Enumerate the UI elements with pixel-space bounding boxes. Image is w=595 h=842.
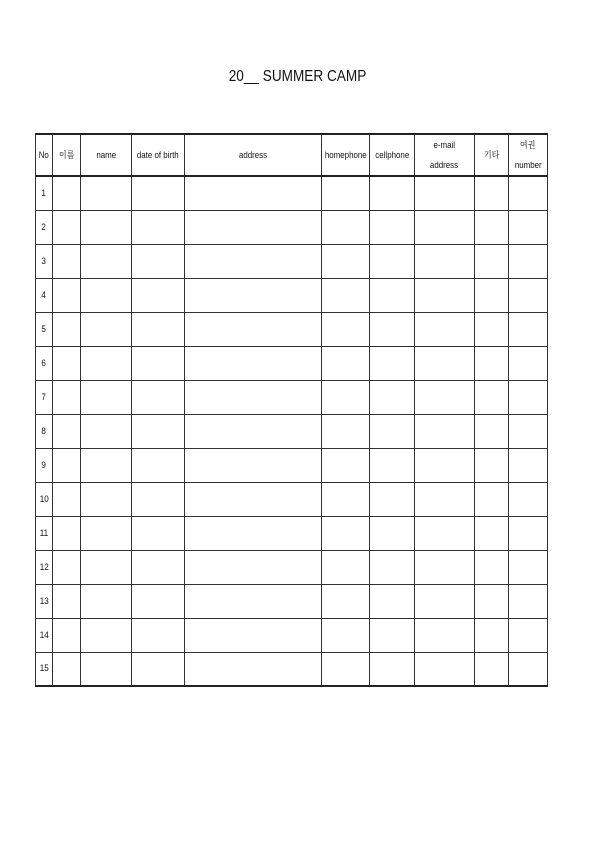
row-number-cell	[36, 584, 53, 618]
cell-korean-name[interactable]	[53, 244, 81, 278]
cell-email-address[interactable]	[415, 584, 475, 618]
cell-korean-name[interactable]	[53, 516, 81, 550]
cell-address[interactable]	[185, 244, 322, 278]
column-header-label: address	[430, 160, 459, 170]
cell-cellphone[interactable]	[370, 210, 415, 244]
row-number-cell	[36, 482, 53, 516]
cell-address[interactable]	[185, 210, 322, 244]
cell-email-address[interactable]	[415, 448, 475, 482]
cell-name[interactable]	[81, 210, 132, 244]
column-header-cellphone	[370, 134, 415, 176]
cell-address[interactable]	[185, 482, 322, 516]
column-header-passport-number	[509, 134, 548, 176]
cell-name[interactable]	[81, 312, 132, 346]
row-number: 9	[41, 459, 47, 471]
cell-cellphone[interactable]	[370, 448, 415, 482]
cell-passport-number[interactable]	[509, 448, 548, 482]
cell-korean-name[interactable]	[53, 380, 81, 414]
cell-homephone[interactable]	[322, 482, 370, 516]
row-number: 8	[41, 425, 47, 437]
cell-name[interactable]	[81, 448, 132, 482]
cell-etc[interactable]	[475, 652, 509, 686]
table-row	[36, 550, 548, 584]
cell-cellphone[interactable]	[370, 482, 415, 516]
column-header-homephone	[322, 134, 370, 176]
cell-korean-name[interactable]	[53, 652, 81, 686]
column-header-date-of-birth	[132, 134, 185, 176]
cell-email-address[interactable]	[415, 346, 475, 380]
cell-name[interactable]	[81, 346, 132, 380]
cell-homephone[interactable]	[322, 312, 370, 346]
cell-cellphone[interactable]	[370, 550, 415, 584]
column-header-address	[185, 134, 322, 176]
cell-address[interactable]	[185, 516, 322, 550]
column-header-label: homephone	[324, 150, 367, 160]
row-number-cell	[36, 210, 53, 244]
cell-cellphone[interactable]	[370, 516, 415, 550]
cell-etc[interactable]	[475, 346, 509, 380]
table-row	[36, 244, 548, 278]
cell-korean-name[interactable]	[53, 448, 81, 482]
cell-korean-name[interactable]	[53, 414, 81, 448]
cell-etc[interactable]	[475, 210, 509, 244]
cell-passport-number[interactable]	[509, 346, 548, 380]
table-row	[36, 414, 548, 448]
table-row	[36, 210, 548, 244]
row-number: 3	[41, 255, 47, 267]
row-number-cell	[36, 414, 53, 448]
cell-etc[interactable]	[475, 550, 509, 584]
table-row	[36, 278, 548, 312]
table-row	[36, 380, 548, 414]
row-number: 11	[39, 527, 49, 539]
header-row	[36, 134, 548, 176]
cell-address[interactable]	[185, 278, 322, 312]
cell-name[interactable]	[81, 278, 132, 312]
cell-address[interactable]	[185, 312, 322, 346]
cell-cellphone[interactable]	[370, 584, 415, 618]
cell-date-of-birth[interactable]	[132, 176, 185, 210]
row-number-cell	[36, 244, 53, 278]
table-body	[36, 176, 548, 686]
cell-etc[interactable]	[475, 482, 509, 516]
cell-korean-name[interactable]	[53, 312, 81, 346]
cell-date-of-birth[interactable]	[132, 584, 185, 618]
cell-email-address[interactable]	[415, 482, 475, 516]
table-row	[36, 516, 548, 550]
cell-korean-name[interactable]	[53, 584, 81, 618]
cell-email-address[interactable]	[415, 176, 475, 210]
cell-cellphone[interactable]	[370, 380, 415, 414]
column-header-label: date of birth	[137, 150, 179, 160]
row-number-cell	[36, 176, 53, 210]
cell-korean-name[interactable]	[53, 618, 81, 652]
cell-homephone[interactable]	[322, 278, 370, 312]
cell-homephone[interactable]	[322, 550, 370, 584]
cell-passport-number[interactable]	[509, 244, 548, 278]
cell-date-of-birth[interactable]	[132, 516, 185, 550]
cell-email-address[interactable]	[415, 380, 475, 414]
cell-passport-number[interactable]	[509, 482, 548, 516]
cell-cellphone[interactable]	[370, 618, 415, 652]
cell-cellphone[interactable]	[370, 346, 415, 380]
cell-etc[interactable]	[475, 414, 509, 448]
cell-etc[interactable]	[475, 380, 509, 414]
cell-address[interactable]	[185, 448, 322, 482]
row-number: 5	[41, 323, 47, 335]
cell-address[interactable]	[185, 584, 322, 618]
cell-etc[interactable]	[475, 312, 509, 346]
cell-address[interactable]	[185, 346, 322, 380]
row-number-cell	[36, 312, 53, 346]
cell-etc[interactable]	[475, 176, 509, 210]
cell-homephone[interactable]	[322, 176, 370, 210]
cell-homephone[interactable]	[322, 618, 370, 652]
cell-korean-name[interactable]	[53, 278, 81, 312]
cell-name[interactable]	[81, 414, 132, 448]
cell-etc[interactable]	[475, 448, 509, 482]
cell-name[interactable]	[81, 550, 132, 584]
column-header-name	[81, 134, 132, 176]
column-header-label: address	[238, 150, 268, 160]
cell-passport-number[interactable]	[509, 210, 548, 244]
cell-name[interactable]	[81, 516, 132, 550]
cell-passport-number[interactable]	[509, 278, 548, 312]
cell-name[interactable]	[81, 584, 132, 618]
row-number-cell	[36, 278, 53, 312]
cell-name[interactable]	[81, 244, 132, 278]
cell-email-address[interactable]	[415, 312, 475, 346]
row-number: 14	[39, 629, 49, 641]
table-row	[36, 482, 548, 516]
cell-cellphone[interactable]	[370, 652, 415, 686]
row-number: 10	[39, 493, 49, 505]
cell-date-of-birth[interactable]	[132, 618, 185, 652]
cell-homephone[interactable]	[322, 584, 370, 618]
table-row	[36, 448, 548, 482]
table-row	[36, 584, 548, 618]
row-number-cell	[36, 618, 53, 652]
column-header-label: No	[38, 150, 50, 160]
cell-korean-name[interactable]	[53, 550, 81, 584]
cell-homephone[interactable]	[322, 244, 370, 278]
column-header-label: number	[514, 160, 542, 170]
cell-korean-name[interactable]	[53, 482, 81, 516]
cell-passport-number[interactable]	[509, 176, 548, 210]
cell-passport-number[interactable]	[509, 414, 548, 448]
cell-address[interactable]	[185, 550, 322, 584]
cell-name[interactable]	[81, 482, 132, 516]
table-row	[36, 346, 548, 380]
cell-cellphone[interactable]	[370, 312, 415, 346]
column-header-label: name	[96, 150, 116, 160]
table-row	[36, 618, 548, 652]
row-number: 15	[39, 663, 49, 675]
cell-name[interactable]	[81, 380, 132, 414]
cell-homephone[interactable]	[322, 210, 370, 244]
column-header-no	[36, 134, 53, 176]
cell-etc[interactable]	[475, 244, 509, 278]
cell-date-of-birth[interactable]	[132, 652, 185, 686]
cell-passport-number[interactable]	[509, 550, 548, 584]
column-header-label: 여권	[520, 140, 536, 150]
cell-email-address[interactable]	[415, 618, 475, 652]
cell-email-address[interactable]	[415, 278, 475, 312]
cell-email-address[interactable]	[415, 652, 475, 686]
cell-email-address[interactable]	[415, 550, 475, 584]
cell-name[interactable]	[81, 618, 132, 652]
cell-passport-number[interactable]	[509, 652, 548, 686]
camp-roster-table	[35, 133, 548, 687]
cell-date-of-birth[interactable]	[132, 414, 185, 448]
cell-korean-name[interactable]	[53, 346, 81, 380]
cell-cellphone[interactable]	[370, 176, 415, 210]
row-number: 4	[41, 289, 47, 301]
row-number: 13	[39, 595, 49, 607]
cell-cellphone[interactable]	[370, 278, 415, 312]
cell-homephone[interactable]	[322, 516, 370, 550]
cell-address[interactable]	[185, 380, 322, 414]
cell-homephone[interactable]	[322, 448, 370, 482]
cell-date-of-birth[interactable]	[132, 482, 185, 516]
row-number-cell	[36, 448, 53, 482]
column-header-etc	[475, 134, 509, 176]
cell-email-address[interactable]	[415, 244, 475, 278]
column-header-label: 기타	[483, 150, 500, 160]
cell-email-address[interactable]	[415, 516, 475, 550]
row-number: 12	[39, 561, 49, 573]
cell-etc[interactable]	[475, 278, 509, 312]
cell-address[interactable]	[185, 652, 322, 686]
cell-date-of-birth[interactable]	[132, 210, 185, 244]
cell-date-of-birth[interactable]	[132, 380, 185, 414]
cell-date-of-birth[interactable]	[132, 244, 185, 278]
row-number-cell	[36, 346, 53, 380]
cell-address[interactable]	[185, 414, 322, 448]
cell-name[interactable]	[81, 652, 132, 686]
cell-etc[interactable]	[475, 516, 509, 550]
cell-etc[interactable]	[475, 618, 509, 652]
column-header-label: cellphone	[375, 150, 409, 160]
cell-passport-number[interactable]	[509, 516, 548, 550]
cell-date-of-birth[interactable]	[132, 448, 185, 482]
cell-address[interactable]	[185, 176, 322, 210]
table-row	[36, 312, 548, 346]
cell-email-address[interactable]	[415, 210, 475, 244]
cell-homephone[interactable]	[322, 346, 370, 380]
cell-date-of-birth[interactable]	[132, 550, 185, 584]
cell-homephone[interactable]	[322, 380, 370, 414]
row-number: 6	[41, 357, 47, 369]
cell-homephone[interactable]	[322, 414, 370, 448]
column-header-label: 이름	[58, 150, 75, 160]
row-number-cell	[36, 516, 53, 550]
cell-korean-name[interactable]	[53, 176, 81, 210]
table-row	[36, 652, 548, 686]
row-number-cell	[36, 380, 53, 414]
cell-korean-name[interactable]	[53, 210, 81, 244]
cell-cellphone[interactable]	[370, 414, 415, 448]
cell-name[interactable]	[81, 176, 132, 210]
column-header-email-address	[415, 134, 475, 176]
row-number: 7	[41, 391, 47, 403]
column-header-korean-name	[53, 134, 81, 176]
cell-etc[interactable]	[475, 584, 509, 618]
cell-cellphone[interactable]	[370, 244, 415, 278]
row-number: 1	[41, 187, 47, 199]
cell-homephone[interactable]	[322, 652, 370, 686]
cell-passport-number[interactable]	[509, 584, 548, 618]
cell-passport-number[interactable]	[509, 380, 548, 414]
cell-email-address[interactable]	[415, 414, 475, 448]
cell-passport-number[interactable]	[509, 312, 548, 346]
cell-date-of-birth[interactable]	[132, 278, 185, 312]
row-number: 2	[41, 221, 47, 233]
page-title: 20__ SUMMER CAMP	[228, 68, 367, 85]
table-row	[36, 176, 548, 210]
column-header-label: e-mail	[433, 140, 456, 150]
cell-address[interactable]	[185, 618, 322, 652]
cell-date-of-birth[interactable]	[132, 312, 185, 346]
row-number-cell	[36, 652, 53, 686]
row-number-cell	[36, 550, 53, 584]
cell-date-of-birth[interactable]	[132, 346, 185, 380]
table-header	[36, 134, 548, 176]
cell-passport-number[interactable]	[509, 618, 548, 652]
